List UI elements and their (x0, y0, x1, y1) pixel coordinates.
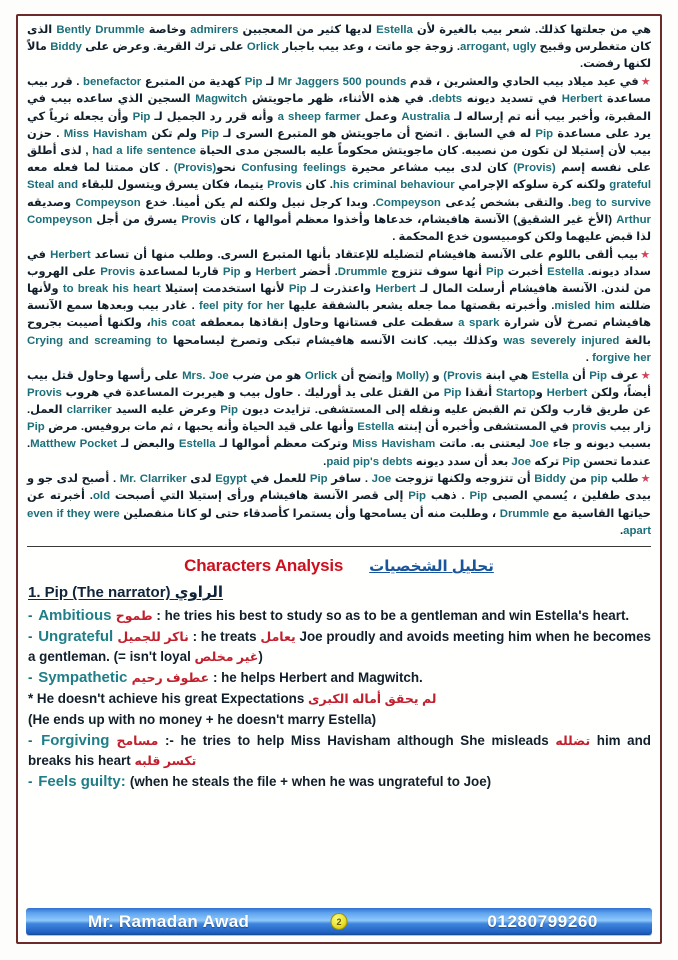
english-term: Pip (309, 473, 328, 486)
english-term: Pip (201, 127, 219, 140)
english-term: Pip (222, 265, 241, 278)
arabic-text: . ذهب (425, 490, 470, 503)
arabic-text: كهدية من المتبرع (141, 76, 245, 89)
trait-description: he helps Herbert and Magwitch. (221, 670, 423, 686)
trait-bullet: - (28, 670, 37, 686)
english-term: Drummle (337, 265, 388, 278)
arabic-text: بيب ألقى باللوم على الآنسة هافيشام لتضليله للإعتقاد بأنها المتبرع السرى. وطلب منها أن تساعد (90, 248, 639, 261)
arabic-text: أنها سوف تتزوج (387, 265, 487, 278)
arabic-text: في المستشفى وأخبره أن إبنته (394, 421, 573, 434)
english-term: grateful (609, 179, 652, 192)
english-term: Pip (132, 110, 151, 123)
trait-description-tail: ) (258, 649, 263, 665)
arabic-text: هي من جعلتها كذلك. شعر بيب بالغيرة لأن (412, 24, 652, 36)
english-term: Herbert (561, 93, 603, 106)
arabic-text: لذا قبض عليهما ولكن كومبيسون خدع المحكمة . (392, 230, 651, 243)
trait-description: he treats (200, 629, 257, 645)
star-bullet-icon: ★ (640, 248, 651, 261)
arabic-text: من (565, 473, 591, 486)
arabic-text: ليعتنى به. ماتت (435, 438, 530, 451)
arabic-text: . أصبح لدى جو و بيدى طفلين ، يُسمي الصبى (27, 473, 651, 503)
character-trait (25, 731, 653, 771)
english-term: feel pity for her (199, 300, 285, 313)
page-number-badge: 2 (331, 913, 348, 930)
arabic-text: العمل. زار بيب (27, 403, 652, 434)
english-term: Estella (531, 369, 569, 382)
arabic-gloss: طموح (115, 609, 153, 624)
arabic-note-gloss: لم يحقق أماله الكبرى (308, 692, 437, 707)
arabic-text: , لذى أطلق على نفسه إسم (27, 144, 651, 175)
arabic-text: وصديقه (27, 196, 76, 209)
english-term: Pip (535, 127, 554, 140)
english-term: debts (431, 93, 463, 106)
footer-banner (26, 908, 652, 935)
summary-paragraph (27, 22, 651, 74)
trait-list (25, 606, 653, 792)
arabic-tail-gloss: غير مخلص (194, 650, 259, 665)
english-term: Provis (100, 265, 136, 278)
character-heading-arabic: الراوي (174, 584, 224, 602)
arabic-text: . كان ممتنا لما فعله معه (27, 162, 174, 175)
trait-separator: : (152, 608, 165, 624)
trait-name: Ungrateful (38, 628, 118, 646)
summary-paragraph (27, 247, 651, 367)
arabic-text: من القتل على يد أورليك . حاول بيب و هيربرت المساعدة في هروب (61, 386, 444, 399)
english-term: (Provis (443, 369, 482, 382)
story-summary-section (25, 22, 653, 540)
english-term: his criminal behaviour (332, 179, 455, 192)
arabic-text: الذى كان متغطرس وقبيح (27, 24, 651, 54)
arabic-text: إلى قصر الآنسة هافيشام ورأى إستيلا التي أصبحت (110, 490, 409, 503)
arabic-text: بعد أن سدد ديونه (412, 455, 512, 468)
english-term: his coat (150, 317, 196, 330)
english-term: benefactor (83, 76, 142, 89)
star-bullet-icon: ★ (640, 473, 651, 486)
english-term: Pip (589, 369, 608, 382)
english-term: Mr. Clarriker (119, 473, 187, 486)
arabic-text: و (240, 265, 256, 278)
arabic-text: للعمل في (246, 473, 310, 486)
english-term: Estella (547, 265, 584, 278)
trait-description-cont: Joe proudly and avoids meeting him when he becomes a gentleman. (= isn't loyal (28, 629, 651, 665)
english-term: Herbert (255, 265, 297, 278)
english-term: Mr Jaggers 500 pounds (277, 76, 407, 89)
english-term: Steal and beg to survive (27, 179, 651, 209)
arabic-text: كان لدى بيب مشاعر محيرة (346, 162, 514, 175)
arabic-text: . أحضر (296, 265, 338, 278)
english-term: to break his heart (62, 283, 161, 296)
arabic-text: لـ (262, 76, 278, 89)
arabic-text: أخبرت (503, 265, 548, 278)
english-term: Pip (244, 76, 263, 89)
english-term: clarriker (66, 403, 112, 416)
arabic-text: يسرق من أجل (92, 213, 182, 226)
arabic-text: (الأخ غير الشقيق) الآنسة هافيشام، خدعاها وأخذوا معظم أموالها ، كان (216, 213, 617, 226)
english-term: Provis (267, 179, 302, 192)
english-term: Drummle (499, 507, 550, 520)
arabic-text: هي ابنة (481, 369, 532, 382)
english-term: Provis (181, 213, 217, 226)
summary-paragraph (27, 74, 651, 246)
arabic-text: ، وطلبت منه أن يسامحها وأن يستمرا كأصدقاء حتى لو كانا منفصلين (119, 507, 500, 520)
english-term: was severely injured (503, 334, 620, 347)
english-term: Pip (220, 403, 238, 416)
trait-name: Feels guilty: (38, 773, 130, 791)
arabic-text: و (535, 386, 547, 399)
english-term: Joe (511, 455, 532, 468)
english-term: Crying and screaming to forgive her (27, 334, 651, 364)
trait-description-cont: him and breaks his heart (28, 733, 651, 769)
arabic-gloss: ناكر للجميل (117, 630, 189, 645)
english-term: a sheep farmer (277, 110, 361, 123)
arabic-text: تركه (531, 455, 563, 468)
arabic-text: و (429, 369, 444, 382)
characters-analysis-body (25, 583, 653, 792)
english-term: Mrs. Joe (182, 369, 229, 382)
trait-separator: : (188, 629, 201, 645)
english-term: Estella (178, 438, 216, 451)
english-term: even if they were apart (27, 507, 651, 537)
character-entry (25, 583, 653, 792)
english-term: Bently Drummle (56, 24, 145, 36)
arabic-text: عرف (607, 369, 639, 382)
character-trait (25, 606, 653, 626)
english-term: Startop (495, 386, 536, 399)
characters-analysis-title-en: Characters Analysis (184, 556, 344, 576)
trait-description: he tries to help Miss Havisham although She misleads (180, 733, 549, 749)
characters-analysis-title-ar: تحليل الشخصيات (369, 558, 494, 576)
arabic-text: على رأسها وحاول قتل بيب أيضاً، ولكن (27, 369, 651, 399)
characters-analysis-header (25, 556, 653, 576)
english-term: Orlick (246, 41, 280, 54)
arabic-text: على الهروب من لندن. الآنسة هافيشام أرسلت المال لـ (27, 265, 651, 296)
arabic-text: له في السابق . اتضح أن ماجويتش هو المتبرع السرى لـ (219, 127, 536, 140)
arabic-text: وأنه قرر رد الجميل لـ (150, 110, 278, 123)
arabic-text: وعمل (360, 110, 402, 123)
arabic-text: وأنها على قيد الحياة وأنه يحبها ، ثم مات بروفيس. مرض (44, 421, 358, 434)
star-bullet-icon: ★ (640, 369, 651, 382)
english-term: Arthur (616, 213, 651, 226)
character-heading: 1. Pip (The narrator) الراوي (28, 584, 224, 602)
english-term: (Provis) (513, 162, 556, 175)
english-term: Estella (376, 24, 413, 36)
trait-bullet: - (28, 629, 37, 645)
english-term: Herbert (375, 283, 416, 296)
arabic-text: . عندما تحسن (27, 438, 651, 468)
arabic-text: . كان (301, 179, 333, 192)
arabic-text: سقطت على فستانها وحاول إنقاذها بمعطفه (195, 317, 459, 330)
arabic-text: ولكنه كرة سلوكه الإجرامي (454, 179, 610, 192)
arabic-text: . (585, 351, 593, 364)
trait-bullet: - (28, 608, 37, 624)
arabic-text: ، ولكنها أصيبت بجروح بالغة (27, 317, 651, 347)
english-term: misled him (554, 300, 615, 313)
english-term: Miss Havisham (352, 438, 436, 451)
section-divider (27, 546, 651, 547)
english-term: admirers (190, 24, 239, 36)
english-term: Pip (27, 421, 45, 434)
trait-bullet: - (28, 774, 37, 790)
arabic-text: بسبب ديونه و جاء (548, 438, 651, 451)
arabic-text: . أخبرته عن حياتها القاسية مع (27, 490, 652, 520)
english-term: Molly) (396, 369, 430, 382)
arabic-text: مالاً لكنها رفضت. (27, 41, 651, 71)
arabic-text: السجين الذي ساعده بيب في المقبرة، وأخبر بيب أنه تم إرساله لـ (27, 93, 651, 123)
english-term: Biddy (534, 473, 566, 486)
arabic-text: لدى (186, 473, 216, 486)
trait-description: (when he steals the file + when he was ungrateful to Joe) (129, 774, 492, 790)
english-term: Pip (469, 490, 488, 503)
arabic-text: . وأخبرته بقصتها مما جعله يشعر بالشفقة عليها (284, 300, 555, 313)
arabic-gloss: عطوف رحيم (131, 671, 210, 686)
english-term: provis (572, 421, 607, 434)
arabic-text: . قرر بيب مساعدة (27, 76, 651, 106)
arabic-text: عن طريق قارب ولكن تم القبض عليه ونقله إلى المستشفى. تزايدت ديون (237, 403, 652, 416)
english-term: Pip (443, 386, 462, 399)
arabic-text: . في هذه الأثناء، ظهر ماجويتش (247, 93, 432, 106)
arabic-text: . غادر بيب وبعدها سمع الآنسة هافيشام تصرخ لأن شرارة (27, 300, 651, 330)
english-term: Compeyson (375, 196, 441, 209)
english-term: Joe (371, 473, 392, 486)
arabic-tail-gloss: تكسر قلبه (134, 754, 197, 769)
arabic-text: في تسديد ديونه (462, 93, 562, 106)
note-text: * He doesn't achieve his great Expectations (28, 691, 305, 707)
arabic-text: ولم تكن (147, 127, 202, 140)
arabic-text: على ترك القرية. وعرض على (81, 41, 247, 54)
arabic-text: وعرض عليه السيد (111, 403, 221, 416)
arabic-text: طلب (607, 473, 639, 486)
footer-author-name: Mr. Ramadan Awad (88, 911, 250, 931)
character-trait (25, 772, 653, 792)
english-term: (Provis) (173, 162, 217, 175)
arabic-text: نحو (216, 162, 242, 175)
arabic-text: . (323, 455, 327, 468)
footer-phone-number: 01280799260 (487, 911, 598, 931)
english-term: Egypt (215, 473, 247, 486)
english-term: Pip (408, 490, 426, 503)
arabic-text: . والتقى بشخص يُدعى (440, 196, 572, 209)
arabic-text: . وبدا كرجل نبيل ولكنه لم يكن أمينا. خدع (140, 196, 376, 209)
arabic-text: . حزن بيب لأن إستيلا لن تكون من نصيبه. كان ماجويتش محكوماً عليه بالسجن مدى الحياة (27, 127, 651, 157)
arabic-text: قاربا لمساعدة (135, 265, 223, 278)
arabic-text: وإتضح أن (337, 369, 397, 382)
english-term: Confusing feelings (241, 162, 347, 175)
english-term: Pip (486, 265, 504, 278)
arabic-text: . سافر (327, 473, 372, 486)
english-term: Australia (401, 110, 451, 123)
english-term: Magwitch (195, 93, 248, 106)
arabic-text: لديها كثير من المعجبين (238, 24, 377, 36)
arabic-text: هو من ضرب (228, 369, 305, 382)
english-term: Orlick (304, 369, 338, 382)
english-term: Estella (357, 421, 395, 434)
english-term: Miss Havisham (63, 127, 148, 140)
english-term: old (92, 490, 111, 503)
arabic-text: يتيما، فكان يسرق ويتسول للبقاء (78, 179, 268, 192)
star-bullet-icon: ★ (640, 76, 651, 89)
english-term: Pip (288, 283, 307, 296)
english-term: pip (590, 473, 608, 486)
trait-separator: : (209, 670, 222, 686)
trait-description: he tries his best to study so as to be a gentleman and win Estella's heart. (164, 608, 630, 624)
english-term: had a life sentence (92, 144, 196, 157)
english-term: Herbert (546, 386, 588, 399)
english-term: Compeyson (75, 196, 141, 209)
character-note (25, 710, 653, 730)
english-term: arrogant, ugly (460, 41, 537, 54)
english-term: Compeyson (27, 213, 93, 226)
english-term: Joe (529, 438, 549, 451)
arabic-inline-gloss: تضلله (555, 734, 591, 749)
summary-paragraph (27, 368, 651, 471)
english-term: Biddy (50, 41, 82, 54)
english-term: a spark (458, 317, 500, 330)
arabic-text: وكذلك بيب. كانت الآنسه هافيشام تبكى وتصرخ ليسامحها (167, 334, 504, 347)
arabic-text: أن (568, 369, 590, 382)
character-trait (25, 668, 653, 688)
trait-separator: :- (158, 733, 181, 749)
arabic-text: أنقذا (461, 386, 496, 399)
arabic-text: . زوجة جو ماتت ، وعد بيب باجبار (279, 41, 461, 54)
trait-bullet: - (28, 733, 40, 749)
arabic-text: في عيد ميلاد بيب الحادي والعشرين ، قدم (406, 76, 639, 89)
arabic-text: وخاصة (144, 24, 191, 36)
english-term: Matthew Pocket (30, 438, 118, 451)
arabic-text: واعتذرت لـ (306, 283, 376, 296)
english-term: paid pip's debts (326, 455, 413, 468)
character-note (25, 689, 653, 709)
english-term: Herbert (50, 248, 91, 261)
document-frame (16, 14, 662, 944)
trait-name: Sympathetic (38, 669, 132, 687)
arabic-text: لأنها استخدمت إستيلا (160, 283, 289, 296)
trait-name: Forgiving (41, 732, 117, 750)
arabic-text: ولأنها ضللته (27, 283, 651, 313)
note-text: (He ends up with no money + he doesn't marry Estella) (28, 712, 377, 728)
summary-paragraph (27, 471, 651, 540)
arabic-text: والبعض لـ (117, 438, 179, 451)
arabic-text: في سداد ديونه. (27, 248, 651, 278)
arabic-text: وأن يجعله ثرياً كي يرد على مساعدة (27, 110, 651, 140)
arabic-text: . (619, 524, 624, 537)
arabic-text: أن تتزوجه ولكنها تزوجت (391, 473, 535, 486)
english-term: Pip (562, 455, 580, 468)
arabic-inline-gloss: يعامل (260, 630, 296, 645)
arabic-text: وتركت معظم أموالها لـ (215, 438, 353, 451)
character-trait (25, 627, 653, 667)
arabic-gloss: مسامح (116, 734, 159, 749)
english-term: Provis (27, 386, 62, 399)
trait-name: Ambitious (38, 607, 116, 625)
